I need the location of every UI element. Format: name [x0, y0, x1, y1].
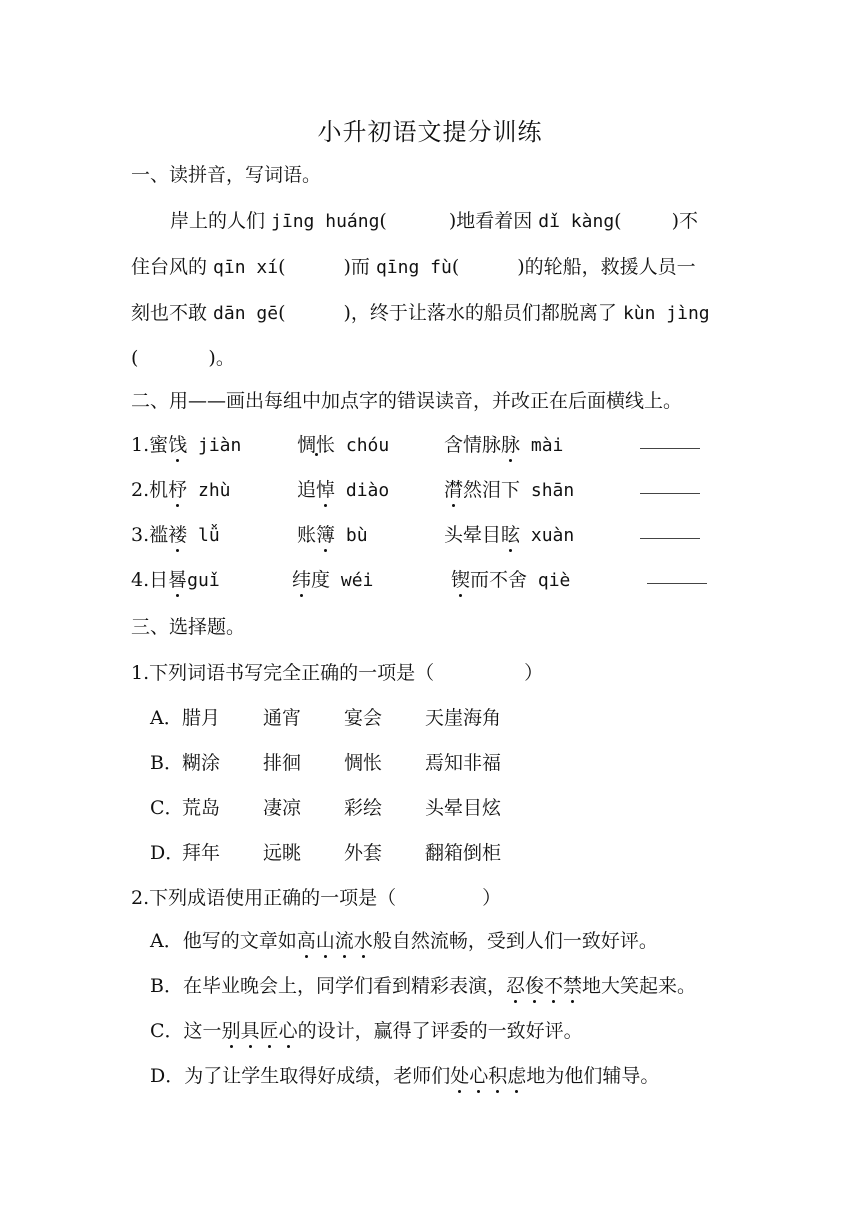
option-word: 凄凉	[263, 797, 302, 819]
word-text: 日	[149, 569, 169, 591]
pinyin: diào	[335, 480, 390, 501]
pinyin: xuàn	[520, 525, 575, 546]
pinyin: jiàn	[187, 435, 242, 456]
option-label[interactable]: A．	[150, 707, 183, 729]
dotted-char: 流	[335, 926, 354, 953]
option-word: 天崖海角	[425, 707, 502, 729]
option-row[interactable]	[150, 1016, 583, 1043]
item-number: 4.	[131, 569, 150, 591]
dotted-char: 虑	[507, 1061, 526, 1088]
word-item	[444, 475, 574, 502]
option-word: 焉知非福	[425, 752, 502, 774]
option-word: 排徊	[263, 752, 302, 774]
dotted-char: 眩	[501, 520, 520, 547]
option-word: 荒岛	[182, 797, 221, 819]
pinyin: mài	[520, 435, 564, 456]
dotted-char: 心	[279, 1016, 298, 1043]
dotted-char: 潸	[444, 475, 463, 502]
word-text: 怅	[316, 434, 336, 456]
pinyin: qiè	[527, 570, 571, 591]
item-number: 2.	[131, 479, 150, 501]
dotted-char: 俊	[525, 971, 544, 998]
dotted-char: 褛	[168, 520, 187, 547]
dotted-char: 心	[469, 1061, 488, 1088]
word-item	[131, 475, 231, 502]
word-text: 惆	[297, 434, 317, 456]
option-label[interactable]: C．	[150, 797, 184, 819]
pinyin: bù	[335, 525, 368, 546]
dotted-char: 悼	[316, 475, 335, 502]
option-label[interactable]: D．	[150, 842, 185, 864]
dotted-char: 簿	[316, 520, 335, 547]
section1-line-2: 住台风的 qīn xí( )而 qīng fù( )的轮船，救援人员一	[131, 256, 696, 278]
section1-line-3: 刻也不敢 dān gē( )，终于让落水的船员们都脱离了 kùn jìng	[131, 302, 710, 324]
option-label[interactable]: B．	[150, 752, 183, 774]
option-label: B．	[150, 975, 183, 997]
word-item	[292, 565, 373, 592]
section3-heading: 三、选择题。	[131, 616, 246, 638]
dotted-char: 山	[316, 926, 335, 953]
word-item	[131, 430, 241, 457]
word-text: 账	[297, 524, 317, 546]
page-title: 小升初语文提分训练	[317, 118, 543, 146]
dotted-char: 积	[488, 1061, 507, 1088]
dotted-char: 饯	[168, 430, 187, 457]
dotted-char: 不	[544, 971, 563, 998]
option-text: 他写的文章如	[182, 930, 297, 952]
dotted-idiom	[297, 930, 373, 952]
option-text: 般自然流畅，受到人们一致好评。	[372, 930, 658, 952]
option-text: 这一	[183, 1020, 222, 1042]
pinyin: zhù	[187, 480, 231, 501]
dotted-char: 脉	[501, 430, 520, 457]
word-text: 含情脉	[444, 434, 502, 456]
option-word: 头晕目炫	[425, 797, 502, 819]
option-word: 彩绘	[344, 797, 383, 819]
question-2-stem: 2.下列成语使用正确的一项是（ ）	[131, 887, 502, 909]
option-text: 为了让学生取得好成绩，老师们	[184, 1065, 451, 1087]
section2-heading: 二、用——画出每组中加点字的错误读音，并改正在后面横线上。	[131, 390, 683, 412]
pinyin: chóu	[335, 435, 390, 456]
option-text: 在毕业晚会上，同学们看到精彩表演，	[182, 975, 506, 997]
word-item	[297, 475, 389, 502]
option-label: A．	[150, 930, 183, 952]
option-word: 腊月	[182, 707, 221, 729]
dotted-char: 别	[222, 1016, 241, 1043]
word-text: 机	[149, 479, 169, 501]
item-number: 3.	[131, 524, 150, 546]
option-word: 外套	[344, 842, 383, 864]
section1-line-4: ( )。	[131, 347, 235, 369]
pinyin: wéi	[330, 570, 374, 591]
dotted-char: 高	[297, 926, 316, 953]
answer-line[interactable]	[640, 448, 700, 449]
word-text: 褴	[149, 524, 169, 546]
dotted-char: 具	[241, 1016, 260, 1043]
word-item	[444, 520, 574, 547]
option-text: 的设计，赢得了评委的一致好评。	[297, 1020, 583, 1042]
pinyin: shān	[520, 480, 575, 501]
dotted-char: 纬	[292, 565, 311, 592]
pinyin: guǐ	[187, 570, 220, 591]
dotted-char: 匠	[260, 1016, 279, 1043]
word-item	[297, 430, 389, 457]
dotted-char: 水	[354, 926, 373, 953]
answer-line[interactable]	[640, 493, 700, 494]
option-text: 地大笑起来。	[582, 975, 697, 997]
answer-line[interactable]	[647, 583, 707, 584]
option-row[interactable]	[150, 1061, 659, 1088]
dotted-char: 杼	[168, 475, 187, 502]
section1-heading: 一、读拼音，写词语。	[131, 164, 322, 186]
dotted-char: 晷	[168, 565, 187, 592]
dotted-idiom	[450, 1065, 526, 1087]
word-text: 头晕目	[444, 524, 502, 546]
word-text: 度	[311, 569, 331, 591]
option-row[interactable]	[150, 926, 658, 953]
option-word: 拜年	[182, 842, 221, 864]
word-item	[297, 520, 368, 547]
word-item	[444, 430, 563, 457]
option-word: 远眺	[263, 842, 302, 864]
pinyin: lǚ	[187, 525, 220, 546]
word-text: 然泪下	[463, 479, 521, 501]
dotted-char: 处	[450, 1061, 469, 1088]
word-text: 追	[297, 479, 317, 501]
word-text: 而不舍	[470, 569, 528, 591]
word-text: 蜜	[149, 434, 169, 456]
word-item	[131, 520, 220, 547]
dotted-idiom	[506, 975, 582, 997]
dotted-idiom	[222, 1020, 298, 1042]
option-word: 糊涂	[182, 752, 221, 774]
option-word: 通宵	[263, 707, 302, 729]
option-label: C．	[150, 1020, 184, 1042]
dotted-char: 锲	[451, 565, 470, 592]
dotted-char: 忍	[506, 971, 525, 998]
option-word: 惆怅	[344, 752, 383, 774]
option-word: 宴会	[344, 707, 383, 729]
option-word: 翻箱倒柜	[425, 842, 502, 864]
word-item	[131, 565, 220, 592]
option-row[interactable]	[150, 971, 696, 998]
section1-line-1: 岸上的人们 jīng huáng( )地看着因 dǐ kàng( )不	[170, 210, 698, 232]
question-1-stem: 1.下列词语书写完全正确的一项是（ ）	[131, 662, 544, 684]
dotted-char: 禁	[563, 971, 582, 998]
option-text: 地为他们辅导。	[526, 1065, 660, 1087]
word-item	[451, 565, 570, 592]
item-number: 1.	[131, 434, 150, 456]
option-label: D．	[150, 1065, 185, 1087]
answer-line[interactable]	[640, 538, 700, 539]
